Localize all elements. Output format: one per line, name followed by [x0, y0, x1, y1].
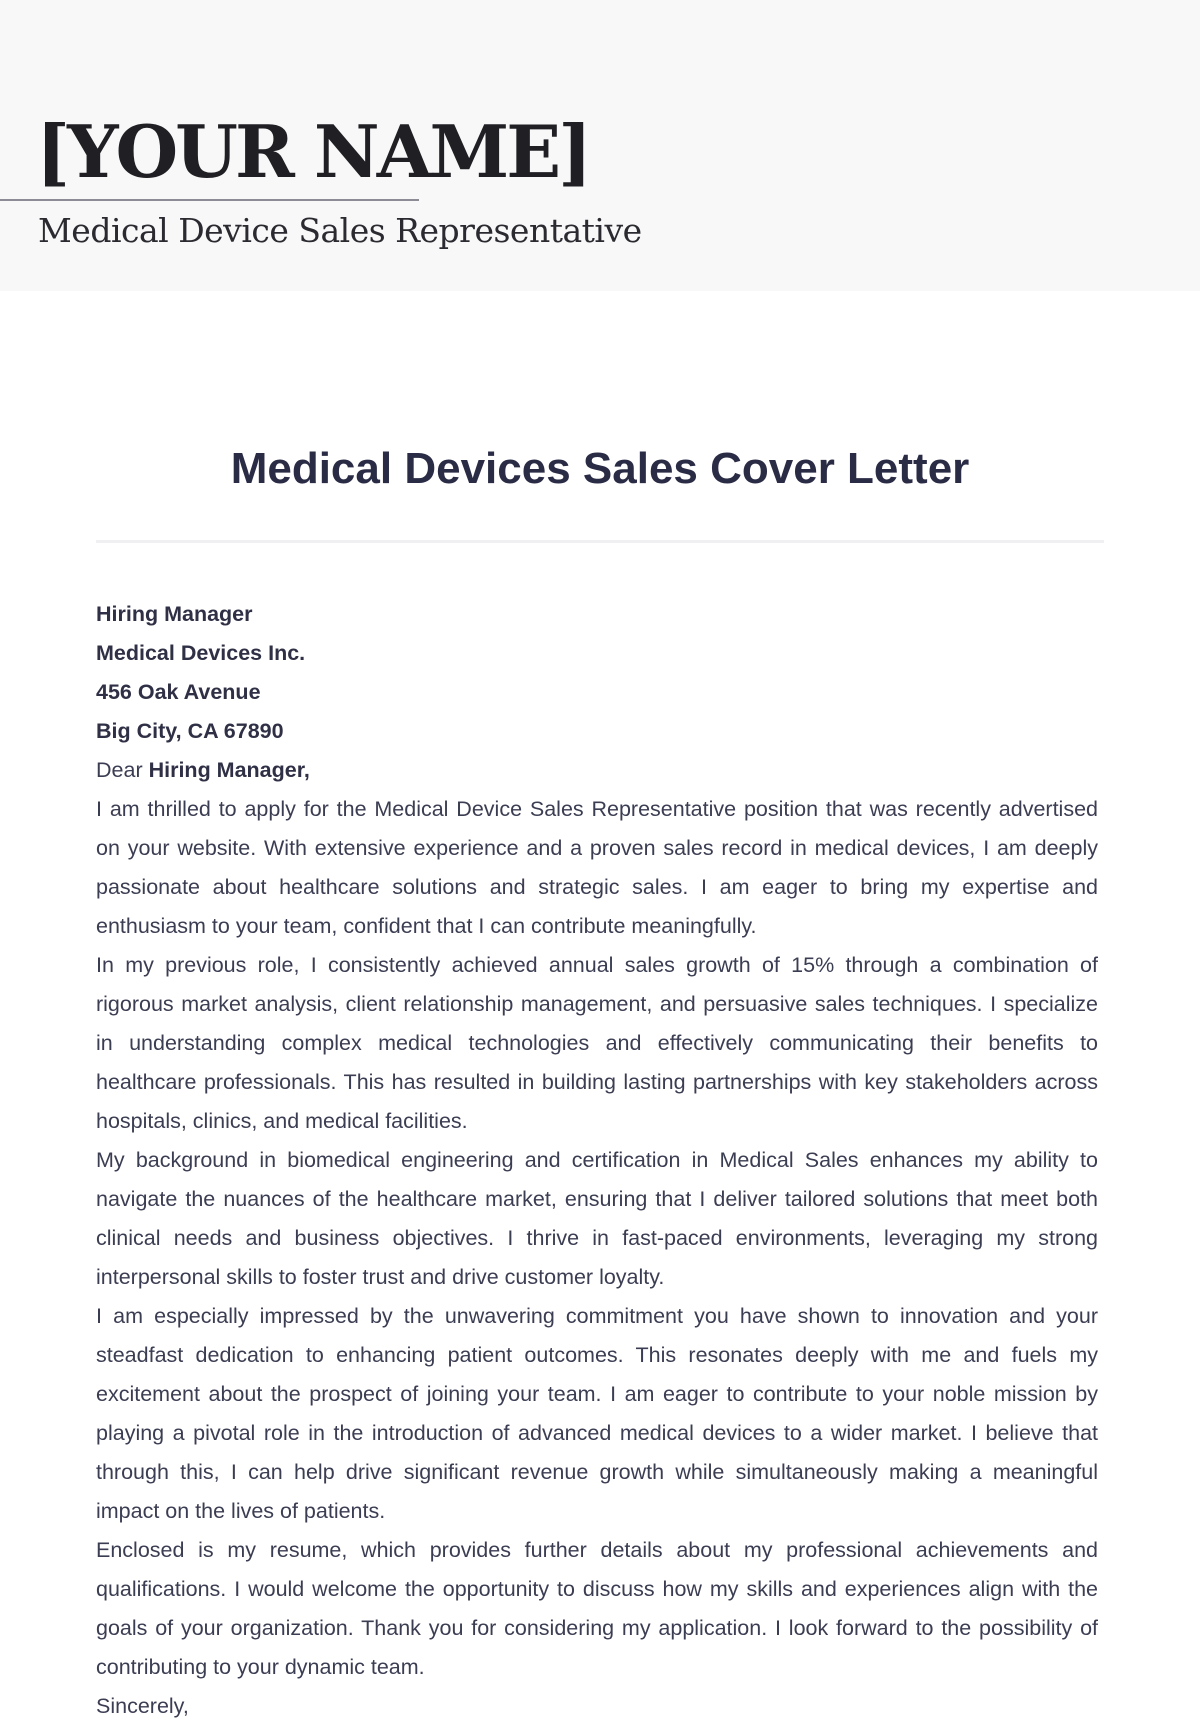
closing: Sincerely, — [96, 1694, 189, 1718]
recipient-name: Hiring Manager — [96, 602, 253, 626]
salutation — [96, 751, 1098, 790]
paragraph-4: I am especially impressed by the unwavering commitment you have shown to innovation and your steadfast dedication to enhancing patient outcomes. This resonates deeply with me and fuels my excitement about the prospect of joining your team. I am eager to contribute to your noble mission by playing a pivotal role in the introduction of advanced medical devices to a wider market. I believe that through this, I can help drive significant revenue growth while simultaneously making a meaningful impact on the lives of patients. — [96, 1304, 1098, 1523]
recipient-company: Medical Devices Inc. — [96, 641, 306, 665]
document-title: Medical Devices Sales Cover Letter — [230, 444, 970, 493]
paragraph-1: I am thrilled to apply for the Medical Device Sales Representative position that was recently advertised on your website. With extensive experience and a proven sales record in medical devices, I am deeply passionate about healthcare solutions and strategic sales. I am eager to bring my expertise and enthusiasm to your team, confident that I can contribute meaningfully. — [96, 797, 1098, 938]
job-title: Medical Device Sales Representative — [38, 211, 642, 250]
paragraph-2: In my previous role, I consistently achieved annual sales growth of 15% through a combination of rigorous market analysis, client relationship management, and persuasive sales techniques. I specialize in understanding complex medical technologies and effectively communicating their benefits to healthcare professionals. This has resulted in building lasting partnerships with key stakeholders across hospitals, clinics, and medical facilities. — [96, 953, 1098, 1133]
salutation-prefix: Dear — [96, 758, 143, 782]
letter-body — [96, 595, 1098, 1726]
applicant-name: [YOUR NAME] — [36, 109, 590, 194]
paragraph-5: Enclosed is my resume, which provides further details about my professional achievements and qualifications. I would welcome the opportunity to discuss how my skills and experiences align with the goals of your organization. Thank you for considering my application. I look forward to the possibility of contributing to your dynamic team. — [96, 1538, 1098, 1679]
paragraph-3: My background in biomedical engineering and certification in Medical Sales enhances my ability to navigate the nuances of the healthcare market, ensuring that I deliver tailored solutions that meet both clinical needs and business objectives. I thrive in fast-paced environments, leveraging my strong interpersonal skills to foster trust and drive customer loyalty. — [96, 1148, 1098, 1289]
recipient-city: Big City, CA 67890 — [96, 719, 284, 743]
recipient-street: 456 Oak Avenue — [96, 680, 261, 704]
name-underline — [0, 199, 419, 201]
title-divider — [96, 540, 1104, 543]
salutation-name: Hiring Manager, — [148, 758, 310, 782]
